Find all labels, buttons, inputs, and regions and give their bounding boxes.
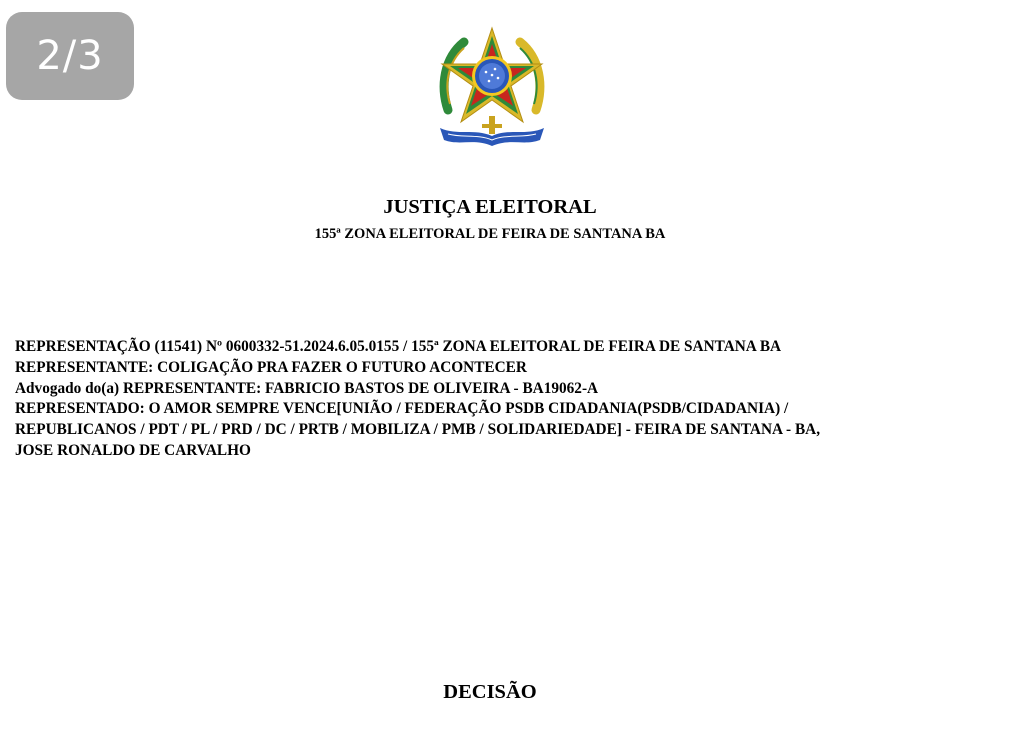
defendant-line-continued: REPUBLICANOS / PDT / PL / PRD / DC / PRTB / MOBILIZA / PMB / SOLIDARIEDADE] - FEIRA DE SANTANA - BA, (15, 421, 821, 439)
electoral-zone-subtitle: 155ª ZONA ELEITORAL DE FEIRA DE SANTANA BA (314, 226, 666, 242)
page-indicator-badge: 2/3 (6, 12, 134, 100)
decision-heading: DECISÃO (443, 681, 537, 703)
court-title: JUSTIÇA ELEITORAL (383, 196, 597, 218)
case-details (15, 337, 1015, 462)
defendant-name-line: JOSE RONALDO DE CARVALHO (15, 441, 251, 459)
plaintiff-lawyer-line: Advogado do(a) REPRESENTANTE: FABRICIO BASTOS DE OLIVEIRA - BA19062-A (15, 379, 599, 397)
plaintiff-line: REPRESENTANTE: COLIGAÇÃO PRA FAZER O FUTURO ACONTECER (15, 358, 527, 376)
brazil-coat-of-arms-icon (434, 24, 550, 152)
defendant-line: REPRESENTADO: O AMOR SEMPRE VENCE[UNIÃO / FEDERAÇÃO PSDB CIDADANIA(PSDB/CIDADANIA) / (15, 400, 789, 418)
case-number-line: REPRESENTAÇÃO (11541) Nº 0600332-51.2024.6.05.0155 / 155ª ZONA ELEITORAL DE FEIRA DE SANTANA BA (15, 338, 782, 355)
